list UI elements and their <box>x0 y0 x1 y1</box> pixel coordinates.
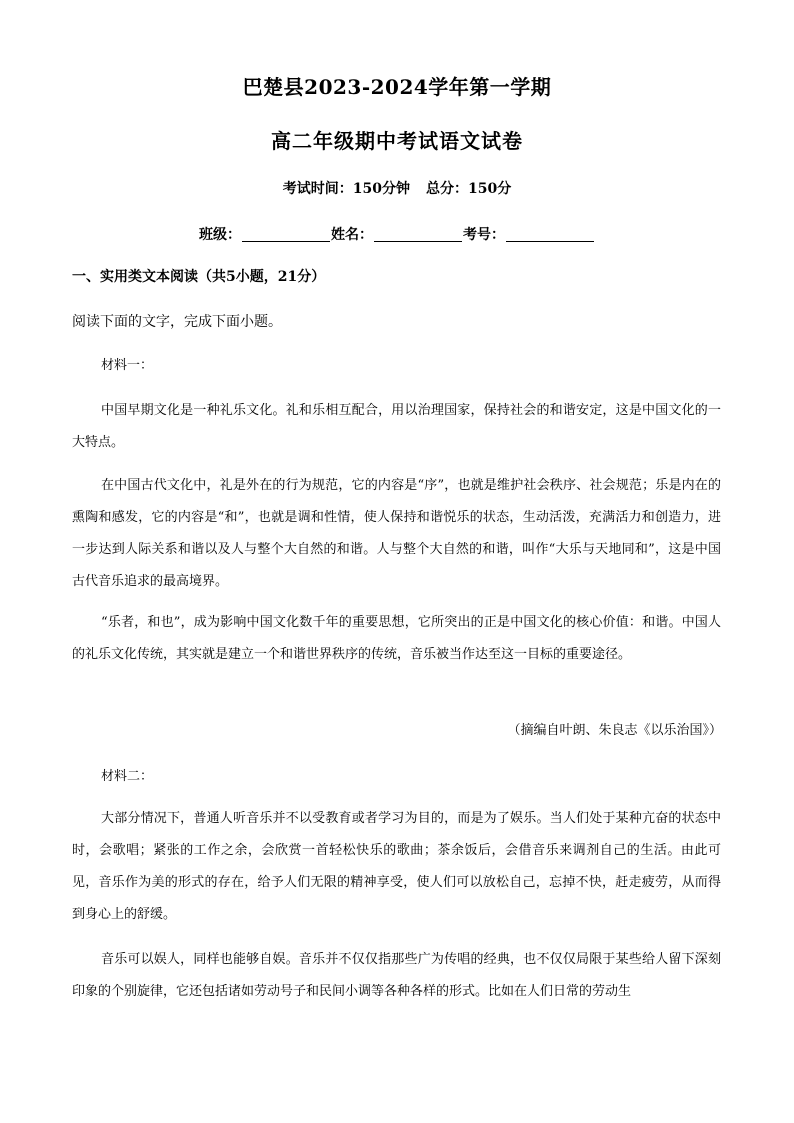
class-label: 班级： <box>199 227 241 243</box>
student-info-line <box>0 224 794 244</box>
section-heading: 一、实用类文本阅读（共5小题，21分） <box>72 269 326 285</box>
material1-source: （摘编自叶朗、朱良志《以乐治国》） <box>507 723 722 738</box>
name-label: 姓名： <box>331 227 373 243</box>
exam-time: 考试时间：150分钟 <box>282 181 410 197</box>
exam-info-line <box>0 178 794 198</box>
class-blank <box>242 226 330 242</box>
total-score: 总分：150分 <box>426 181 512 197</box>
material1-paragraph: 在中国古代文化中，礼是外在的行为规范，它的内容是“序”，也就是维护社会秩序、社会规范；乐是内在的熏陶和感发，它的内容是“和”，也就是调和性情，使人保持和谐悦乐的状态，生动活泼，充满活力和创造力，进一步达到人际关系和谐以及人与整个大自然的和谐。人与整个大自然的和谐，叫作“大乐与天地同和”，这是中国古代音乐追求的最高境界。 <box>72 478 721 589</box>
exam-title-line2: 高二年级期中考试语文试卷 <box>271 129 523 153</box>
exam-no-blank <box>506 226 594 242</box>
section-instruction: 阅读下面的文字，完成下面小题。 <box>72 314 282 330</box>
material2-label: 材料二： <box>101 769 154 784</box>
exam-title-line1: 巴楚县2023-2024学年第一学期 <box>242 75 552 99</box>
material2-paragraph: 音乐可以娱人，同样也能够自娱。音乐并不仅仅指那些广为传唱的经典，也不仅仅局限于某些给人留下深刻印象的个别旋律，它还包括诸如劳动号子和民间小调等各种各样的形式。比如在人们日常的劳动生 <box>72 952 721 999</box>
material2-paragraph: 大部分情况下，普通人听音乐并不以受教育或者学习为目的，而是为了娱乐。当人们处于某种亢奋的状态中时，会歌唱；紧张的工作之余，会欣赏一首轻松快乐的歌曲；茶余饭后，会借音乐来调剂自己的生活。由此可见，音乐作为美的形式的存在，给予人们无限的精神享受，使人们可以放松自己，忘掉不快，赶走疲劳，从而得到身心上的舒缓。 <box>72 811 721 922</box>
material1-paragraph: “乐者，和也”，成为影响中国文化数千年的重要思想，它所突出的正是中国文化的核心价值：和谐。中国人的礼乐文化传统，其实就是建立一个和谐世界秩序的传统，音乐被当作达至这一目标的重要途径。 <box>72 615 721 662</box>
material1-paragraph: 中国早期文化是一种礼乐文化。礼和乐相互配合，用以治理国家，保持社会的和谐安定，这是中国文化的一大特点。 <box>72 403 721 450</box>
exam-no-label: 考号： <box>463 227 505 243</box>
name-blank <box>374 226 462 242</box>
material1-label: 材料一： <box>101 358 154 373</box>
